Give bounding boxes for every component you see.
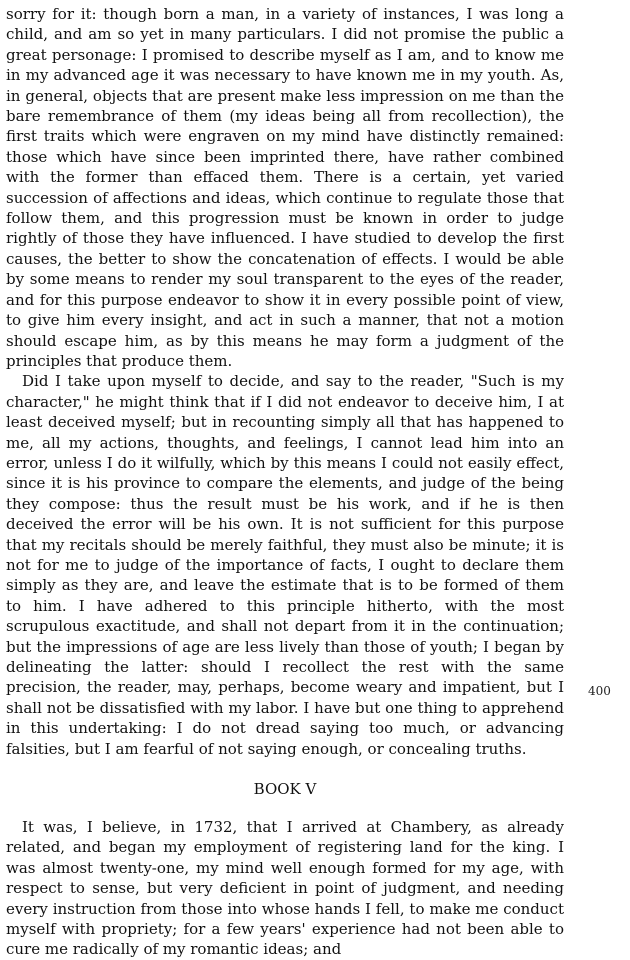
document-page — [6, 4, 564, 960]
paragraph-continuation: sorry for it: though born a man, in a variety of instances, I was long a child, and am so yet in many particulars. I did not promise the public a great personage: I promised to describe myself as I am, and to know me in my advanced age it was necessary to have known me in my youth. As, in general, objects that are present make less impression on me than the bare remembrance of them (my ideas being all from recollection), the first traits which were engraven on my mind have distinctly remained: those which have since been imprinted there, have rather combined with the former than effaced them. There is a certain, yet varied succession of affections and ideas, which continue to regulate those that follow them, and this progression must be known in order to judge rightly of those they have influenced. I have studied to develop the first causes, the better to show the concatenation of effects. I would be able by some means to render my soul transparent to the eyes of the reader, and for this purpose endeavor to show it in every possible point of view, to give him every insight, and act in such a manner, that not a motion should escape him, as by this means he may form a judgment of the principles that produce them. — [6, 5, 564, 370]
paragraph: It was, I believe, in 1732, that I arrived at Chambery, as already related, and began my employment of registering land for the king. I was almost twenty-one, my mind well enough formed for my age, with respect to sense, but very deficient in point of judgment, and needing every instruction from those into whose hands I fell, to make me conduct myself with propriety; for a few years' experience had not been able to cure me radically of my romantic ideas; and — [6, 818, 564, 959]
paragraph: Did I take upon myself to decide, and say to the reader, "Such is my character," he might think that if I did not endeavor to deceive him, I at least deceived myself; but in recounting simply all that has happened to me, all my actions, thoughts, and feelings, I cannot lead him into an error, unless I do it wilfully, which by this means I could not easily effect, since it is his province to compare the elements, and judge of the being they compose: thus the result must be his work, and if he is then deceived the error will be his own. It is not sufficient for this purpose that my recitals should be merely faithful, they must also be minute; it is not for me to judge of the importance of facts, I ought to declare them simply as they are, and leave the estimate that is to be formed of them to him. I have adhered to this principle hitherto, with the most scrupulous exactitude, and shall not depart from it in the continuation; but the impressions of age are less lively than those of youth; I began by delineating the latter: should I recollect the rest with the same precision, the reader, may, perhaps, become weary and impatient, but I shall not be dissatisfied with my labor. I have but one thing to apprehend in this undertaking: I do not dread saying too much, or advancing falsities, but I am fearful of not saying enough, or concealing truths. — [6, 372, 564, 758]
page-number: 400 — [588, 684, 611, 698]
chapter-heading: BOOK V — [253, 780, 317, 799]
